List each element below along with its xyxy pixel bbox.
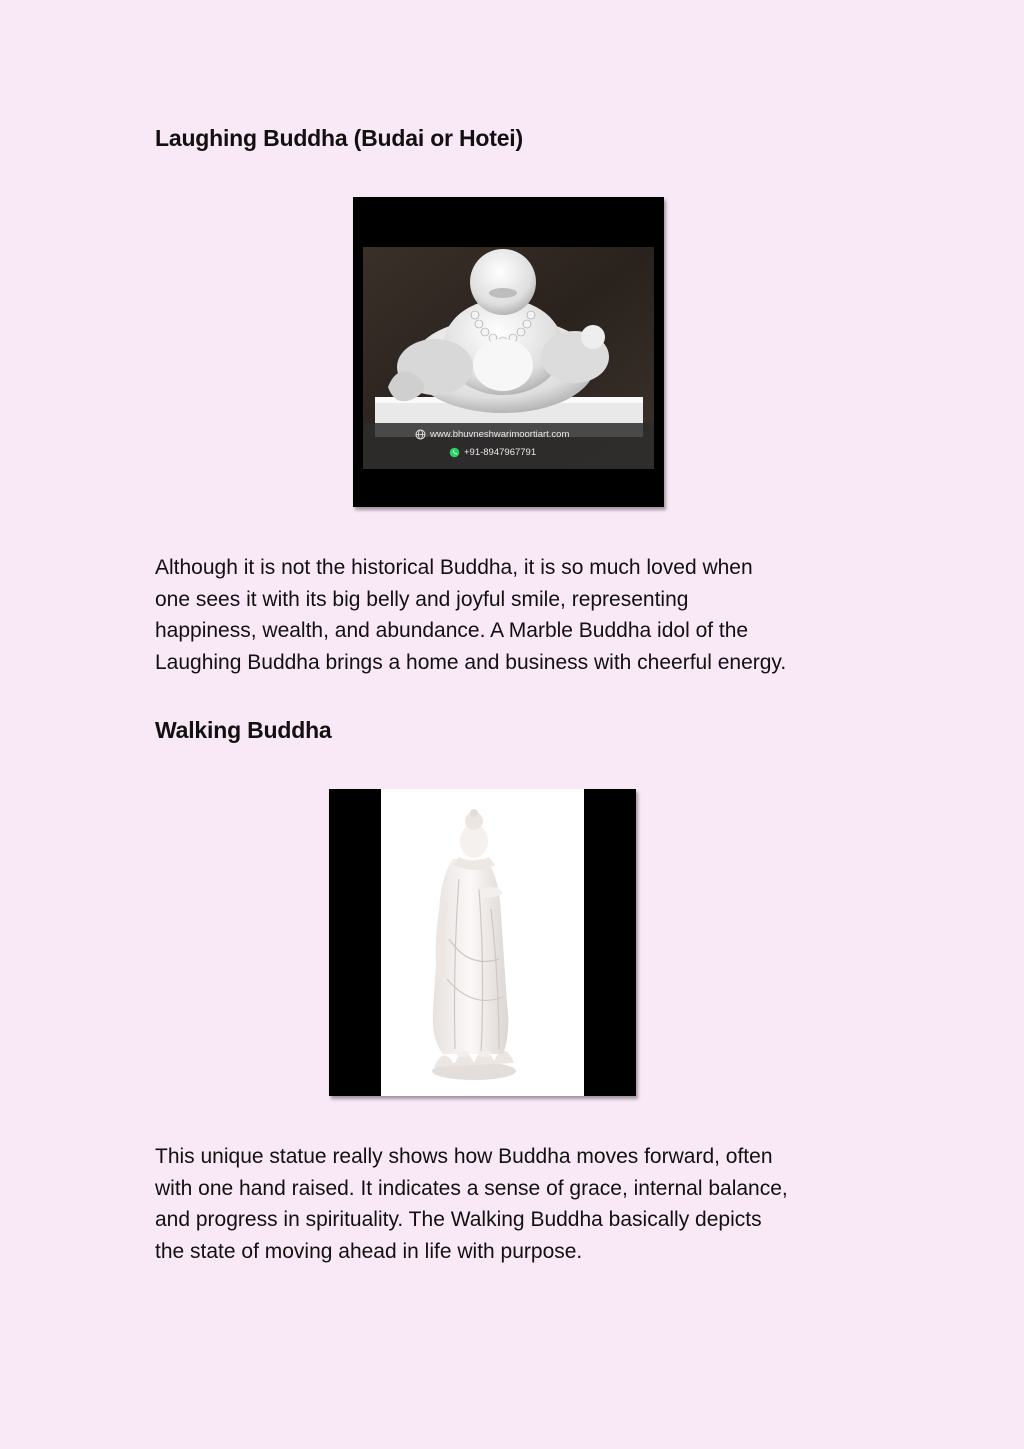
walking-buddha-statue-icon xyxy=(329,789,636,1096)
watermark-phone: +91-8947967791 xyxy=(464,447,537,458)
paragraph-line: Although it is not the historical Buddha, it is so much loved when xyxy=(155,556,753,579)
paragraph-line: one sees it with its big belly and joyful smile, representing xyxy=(155,587,689,611)
watermark-bar xyxy=(363,423,654,469)
paragraph-line: happiness, wealth, and abundance. A Marble Buddha idol of the xyxy=(155,619,749,642)
paragraph-walking-buddha xyxy=(155,1141,875,1267)
watermark-url: www.bhuvneshwarimoortiart.com xyxy=(430,429,570,440)
walking-buddha-photo xyxy=(329,789,636,1096)
paragraph-line: with one hand raised. It indicates a sense of grace, internal balance, xyxy=(155,1176,788,1200)
globe-icon xyxy=(415,429,426,440)
whatsapp-icon xyxy=(449,447,460,458)
paragraph-line: and progress in spirituality. The Walking Buddha basically depicts xyxy=(155,1208,762,1231)
heading-laughing-buddha: Laughing Buddha (Budai or Hotei) xyxy=(155,125,523,151)
paragraph-line: Laughing Buddha brings a home and business with cheerful energy. xyxy=(155,650,787,674)
paragraph-line: the state of moving ahead in life with purpose. xyxy=(155,1239,583,1263)
paragraph-laughing-buddha xyxy=(155,552,875,678)
heading-walking-buddha: Walking Buddha xyxy=(155,717,332,743)
paragraph-line: This unique statue really shows how Buddha moves forward, often xyxy=(155,1145,773,1168)
laughing-buddha-photo xyxy=(353,197,664,507)
